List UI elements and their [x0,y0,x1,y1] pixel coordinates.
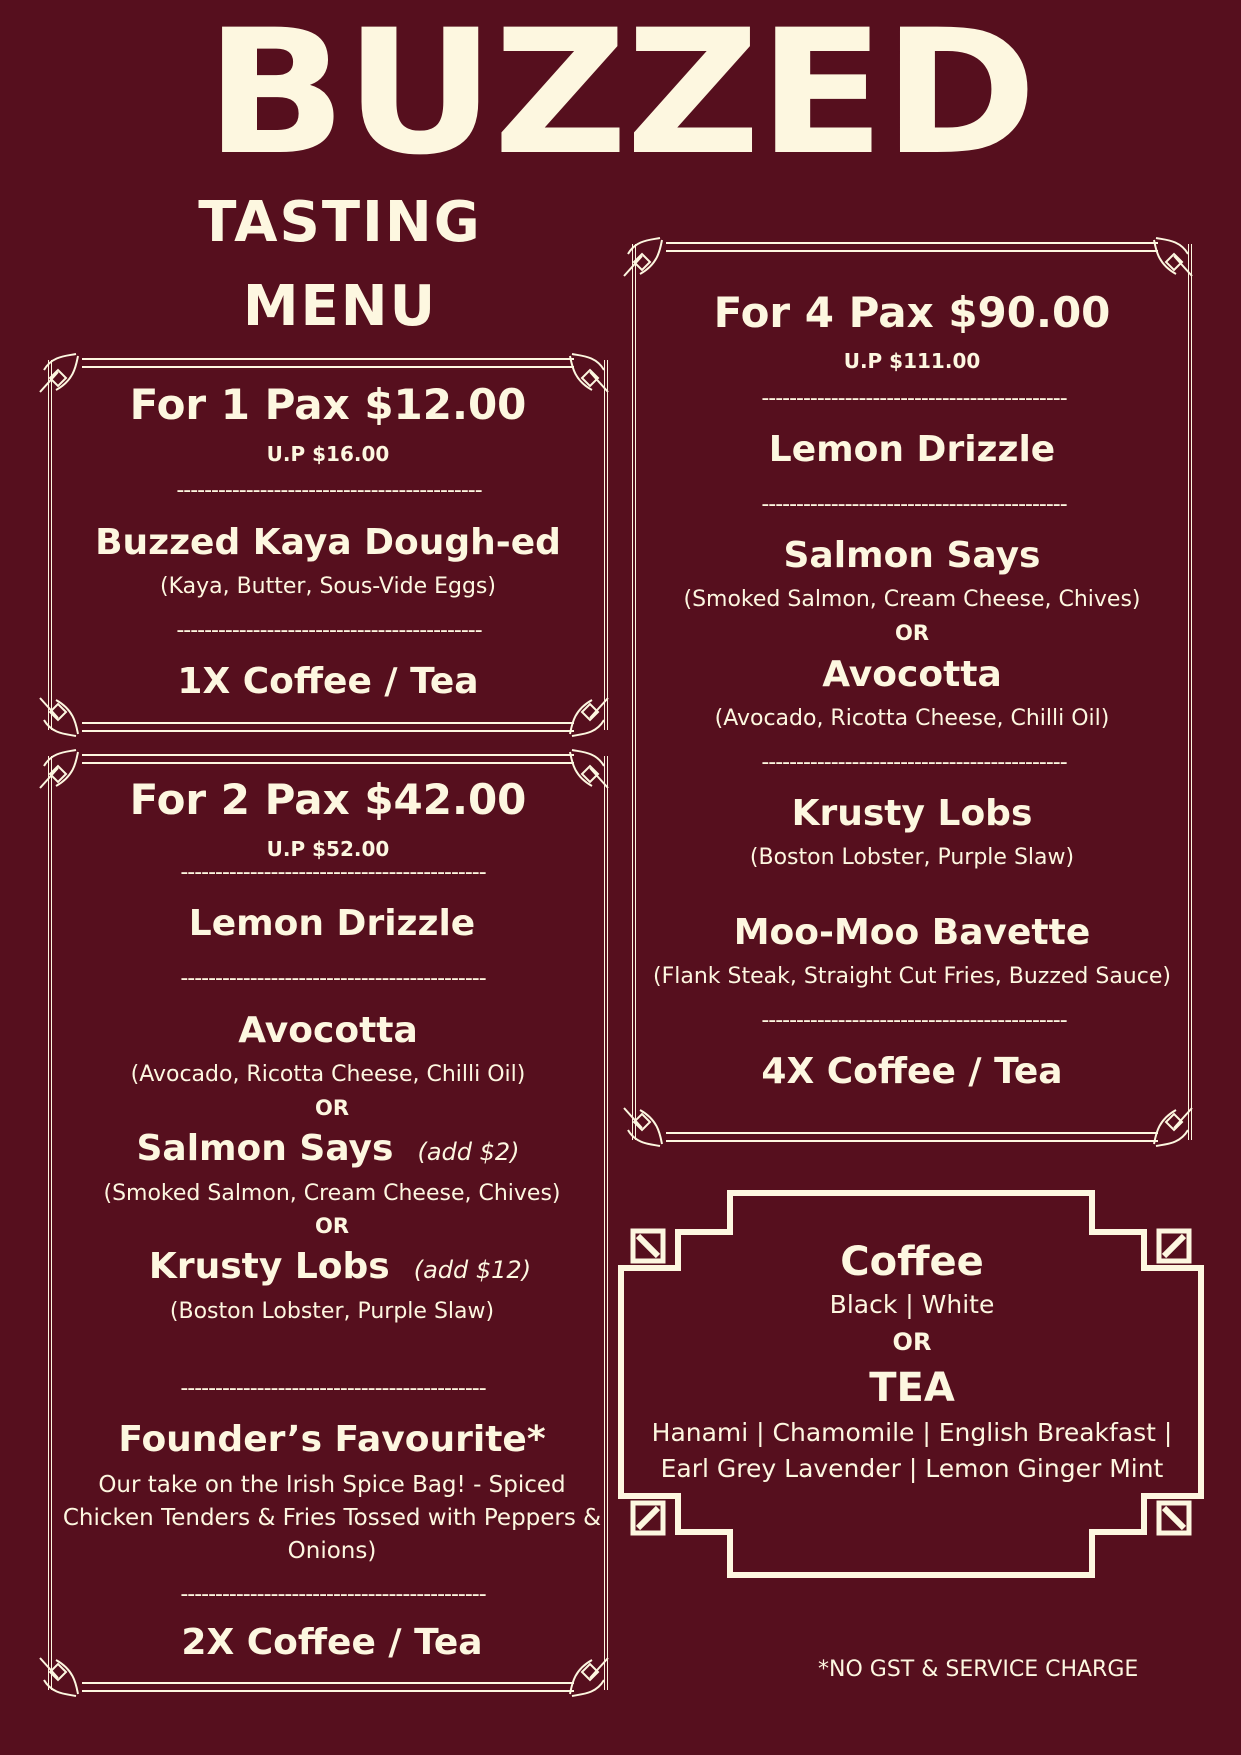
pax4-item-salmon-desc: (Smoked Salmon, Cream Cheese, Chives) [683,587,1141,612]
divider: -------------------------------------------- [180,862,486,884]
pax2-or: OR [314,1096,350,1120]
pax2-item-avocotta: Avocotta [238,1010,418,1051]
square-ornament-icon [630,1500,666,1536]
pax2-founders-desc-line3: Onions) [287,1538,377,1564]
ornament-corner-icon [1150,1104,1196,1150]
divider: -------------------------------------------- [761,494,1067,516]
pax2-item-krusty-lobs: Krusty Lobs [148,1246,390,1287]
pax1-item-kaya-desc: (Kaya, Butter, Sous-Vide Eggs) [160,574,496,599]
drinks-tea-options-line2: Earl Grey Lavender | Lemon Ginger Mint [660,1454,1164,1483]
divider: -------------------------------------------- [761,752,1067,774]
footnote-gst: *NO GST & SERVICE CHARGE [818,1657,1139,1682]
pax2-salmon-addon: (add $2) [417,1138,520,1166]
pax1-up-price: U.P $16.00 [266,442,390,466]
divider: -------------------------------------------- [176,620,482,642]
pax2-item-krusty-desc: (Boston Lobster, Purple Slaw) [169,1299,495,1324]
ornament-corner-icon [620,234,666,280]
pax4-up-price: U.P $111.00 [843,349,981,373]
brand-title: BUZZED [205,0,1035,193]
pax4-item-salmon-says: Salmon Says [783,535,1041,576]
pax2-founders-desc-line1: Our take on the Irish Spice Bag! - Spiced [98,1472,566,1498]
drinks-tea-options-line1: Hanami | Chamomile | English Breakfast | [651,1418,1173,1447]
pax2-up-price: U.P $52.00 [266,837,390,861]
pax2-title: For 2 Pax $42.00 [129,775,527,824]
pax4-item-lemon-drizzle: Lemon Drizzle [768,429,1056,470]
pax2-item-salmon-desc: (Smoked Salmon, Cream Cheese, Chives) [103,1181,561,1206]
pax2-item-krusty-lobs-row [70,1245,610,1289]
divider: -------------------------------------------- [176,480,482,502]
pax2-krusty-addon: (add $12) [413,1256,532,1284]
pax4-drinks: 4X Coffee / Tea [761,1051,1063,1092]
divider: -------------------------------------------- [180,1584,486,1606]
drinks-coffee-options: Black | White [829,1290,995,1319]
pax2-drinks: 2X Coffee / Tea [181,1622,483,1663]
pax4-item-avocotta: Avocotta [822,654,1002,695]
drinks-tea-title: TEA [869,1365,955,1411]
pax4-or: OR [894,621,930,645]
drinks-coffee-title: Coffee [840,1239,984,1285]
pax4-item-krusty-lobs: Krusty Lobs [791,793,1033,834]
pax1-item-kaya: Buzzed Kaya Dough-ed [95,522,561,563]
pax4-title: For 4 Pax $90.00 [713,288,1111,337]
divider: -------------------------------------------- [761,388,1067,410]
pax4-item-bavette-desc: (Flank Steak, Straight Cut Fries, Buzzed Sauce) [653,964,1171,989]
pax2-item-salmon-says: Salmon Says [136,1128,394,1169]
subtitle-tasting: TASTING [198,190,482,255]
pax2-item-lemon-drizzle: Lemon Drizzle [188,903,476,944]
square-ornament-icon [1156,1500,1192,1536]
divider: -------------------------------------------- [180,968,486,990]
pax2-or: OR [314,1214,350,1238]
pax2-founders-desc-line2: Chicken Tenders & Fries Tossed with Peppers & [62,1505,602,1531]
pax1-title: For 1 Pax $12.00 [129,380,527,429]
pax1-drinks: 1X Coffee / Tea [177,661,479,702]
divider: -------------------------------------------- [180,1378,486,1400]
pax2-item-avocotta-desc: (Avocado, Ricotta Cheese, Chilli Oil) [130,1062,526,1087]
pax4-item-avocotta-desc: (Avocado, Ricotta Cheese, Chilli Oil) [714,706,1110,731]
drinks-or: OR [892,1328,932,1356]
ornament-corner-icon [620,1104,666,1150]
subtitle-menu: MENU [242,274,438,339]
pax4-item-krusty-desc: (Boston Lobster, Purple Slaw) [749,845,1075,870]
pax2-item-salmon-says-row [70,1127,586,1171]
pax4-item-moo-moo-bavette: Moo-Moo Bavette [733,912,1091,953]
ornament-corner-icon [1150,234,1196,280]
pax2-item-founders-favourite: Founder’s Favourite* [118,1419,546,1460]
divider: -------------------------------------------- [761,1010,1067,1032]
